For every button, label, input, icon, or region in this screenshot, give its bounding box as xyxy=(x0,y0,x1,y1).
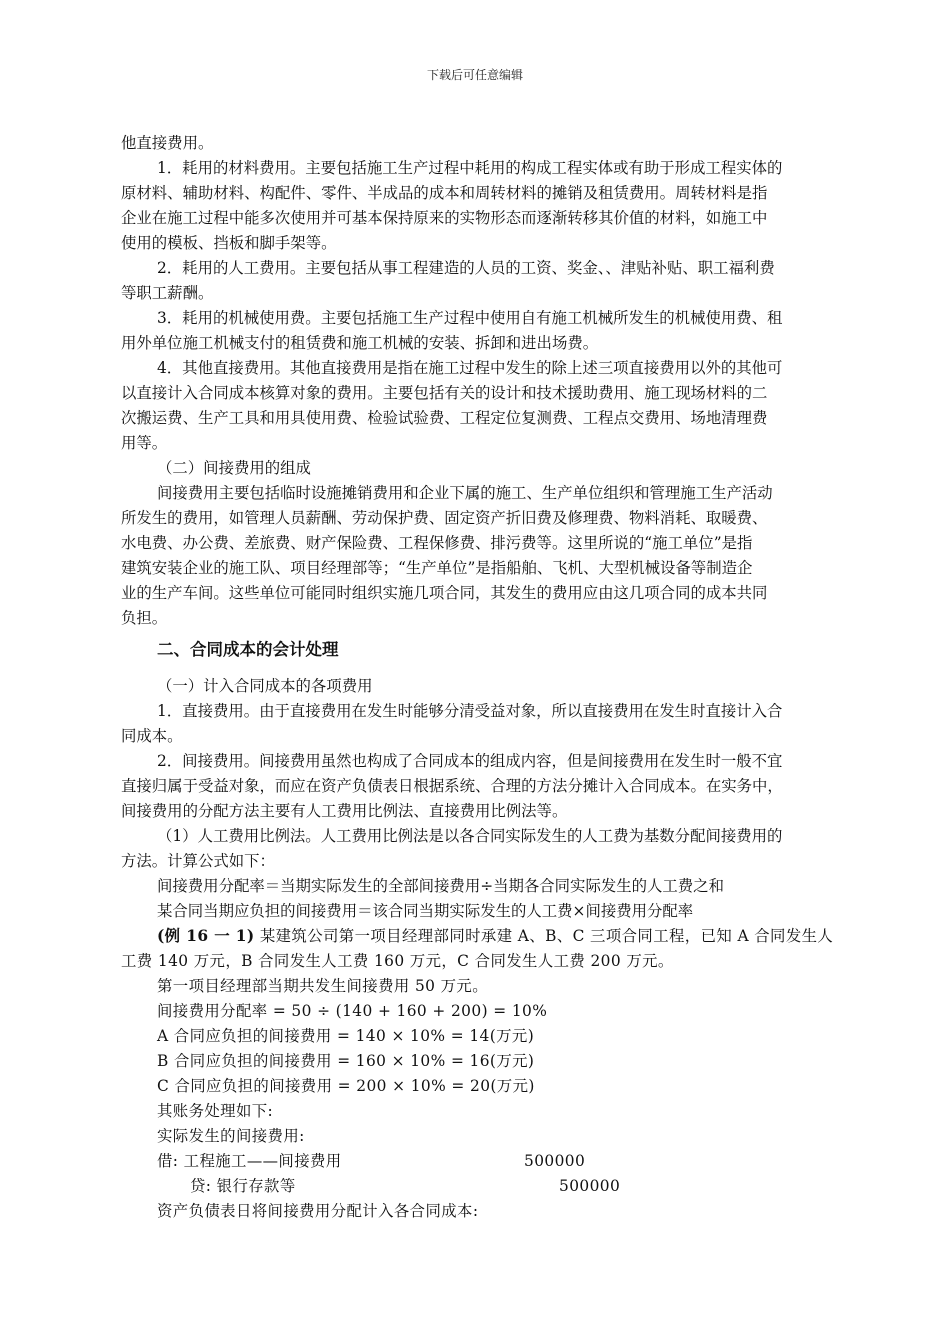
paragraph-line: 负担。 xyxy=(121,609,168,627)
paragraph-line: 原材料、辅助材料、构配件、零件、半成品的成本和周转材料的摊销及租赁费用。周转材料是指 xyxy=(121,184,768,202)
journal-credit-amount: 500000 xyxy=(559,1177,621,1195)
example-line: 资产负债表日将间接费用分配计入各合同成本: xyxy=(157,1202,479,1220)
paragraph-line: 等职工薪酬。 xyxy=(121,284,214,302)
example-line: 实际发生的间接费用: xyxy=(157,1127,305,1145)
paragraph-line: 间接费用主要包括临时设施摊销费用和企业下属的施工、生产单位组织和管理施工生产活动 xyxy=(157,484,773,502)
paragraph-line: 2．间接费用。间接费用虽然也构成了合同成本的组成内容，但是间接费用在发生时一般不宜 xyxy=(157,752,783,770)
paragraph-line: 方法。计算公式如下： xyxy=(121,852,275,870)
paragraph-line: 直接归属于受益对象，而应在资产负债表日根据系统、合理的方法分摊计入合同成本。在实务中， xyxy=(121,777,783,795)
paragraph-line: 用等。 xyxy=(121,434,168,452)
formula-line: 某合同当期应负担的间接费用＝该合同当期实际发生的人工费×间接费用分配率 xyxy=(157,902,694,920)
section-heading: 二、合同成本的会计处理 xyxy=(157,640,339,659)
paragraph-line: 1．耗用的材料费用。主要包括施工生产过程中耗用的构成工程实体或有助于形成工程实体的 xyxy=(157,159,783,177)
paragraph-line: 业的生产车间。这些单位可能同时组织实施几项合同，其发生的费用应由这几项合同的成本共同 xyxy=(121,584,768,602)
calculation-line: 间接费用分配率 = 50 ÷ (140 + 160 + 200) = 10% xyxy=(157,1002,548,1020)
subsection-heading: （一）计入合同成本的各项费用 xyxy=(157,677,373,695)
subsection-heading: （二）间接费用的组成 xyxy=(157,459,311,477)
paragraph-line: 3．耗用的机械使用费。主要包括施工生产过程中使用自有施工机械所发生的机械使用费、租 xyxy=(157,309,783,327)
paragraph-line: 用外单位施工机械支付的租赁费和施工机械的安装、拆卸和进出场费。 xyxy=(121,334,599,352)
journal-debit-amount: 500000 xyxy=(524,1152,586,1170)
calculation-line: C 合同应负担的间接费用 = 200 × 10% = 20(万元) xyxy=(157,1077,535,1095)
example-label: (例 16 一 1) xyxy=(157,927,255,945)
formula-line: 间接费用分配率＝当期实际发生的全部间接费用÷当期各合同实际发生的人工费之和 xyxy=(157,877,724,895)
example-line: 其账务处理如下: xyxy=(157,1102,274,1120)
paragraph-line: 间接费用的分配方法主要有人工费用比例法、直接费用比例法等。 xyxy=(121,802,568,820)
paragraph-line: 以直接计入合同成本核算对象的费用。主要包括有关的设计和技术援助费用、施工现场材料的二 xyxy=(121,384,768,402)
journal-debit-account: 借: 工程施工——间接费用 xyxy=(157,1152,342,1170)
paragraph-line: 使用的模板、挡板和脚手架等。 xyxy=(121,234,337,252)
paragraph-line: 2．耗用的人工费用。主要包括从事工程建造的人员的工资、奖金、、津贴补贴、职工福利费 xyxy=(157,259,775,277)
calculation-line: A 合同应负担的间接费用 = 140 × 10% = 14(万元) xyxy=(157,1027,535,1045)
paragraph-line: 建筑安装企业的施工队、项目经理部等；“生产单位”是指船舶、飞机、大型机械设备等制造企 xyxy=(121,559,753,577)
paragraph-line: 4．其他直接费用。其他直接费用是指在施工过程中发生的除上述三项直接费用以外的其他可 xyxy=(157,359,783,377)
calculation-line: B 合同应负担的间接费用 = 160 × 10% = 16(万元) xyxy=(157,1052,535,1070)
paragraph-line: 他直接费用。 xyxy=(121,134,214,152)
journal-credit-account: 贷: 银行存款等 xyxy=(190,1177,296,1195)
paragraph-line: 水电费、办公费、差旅费、财产保险费、工程保修费、排污费等。这里所说的“施工单位”是指 xyxy=(121,534,753,552)
page-header-note: 下载后可任意编辑 xyxy=(426,68,523,82)
paragraph-line: 所发生的费用，如管理人员薪酬、劳动保护费、固定资产折旧费及修理费、物料消耗、取暖费、 xyxy=(121,509,768,527)
paragraph-line: 1．直接费用。由于直接费用在发生时能够分清受益对象，所以直接费用在发生时直接计入合 xyxy=(157,702,783,720)
example-line: 第一项目经理部当期共发生间接费用 50 万元。 xyxy=(157,977,488,995)
paragraph-line: 同成本。 xyxy=(121,727,183,745)
paragraph-line: 企业在施工过程中能多次使用并可基本保持原来的实物形态而逐渐转移其价值的材料，如施工中 xyxy=(121,209,768,227)
example-text: 某建筑公司第一项目经理部同时承建 A、B、C 三项合同工程，已知 A 合同发生人 xyxy=(254,927,834,945)
paragraph-line: （1）人工费用比例法。人工费用比例法是以各合同实际发生的人工费为基数分配间接费用的 xyxy=(157,827,783,845)
example-line: 工费 140 万元，B 合同发生人工费 160 万元，C 合同发生人工费 200 万元。 xyxy=(121,952,674,970)
paragraph-line: 次搬运费、生产工具和用具使用费、检验试验费、工程定位复测费、工程点交费用、场地清理费 xyxy=(121,409,768,427)
